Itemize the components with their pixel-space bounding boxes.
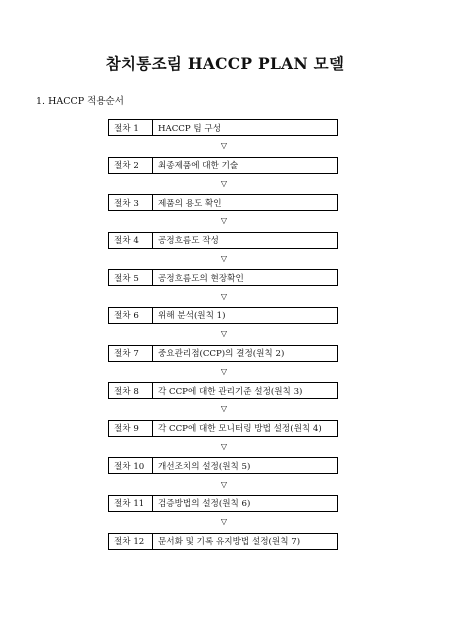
step-description: 중요관리점(CCP)의 결정(원칙 2) bbox=[158, 349, 285, 360]
haccp-step-flow bbox=[108, 119, 338, 550]
step-description: 각 CCP에 대한 모니터링 방법 설정(원칙 4) bbox=[158, 424, 322, 435]
section-heading: 1. HACCP 적용순서 bbox=[36, 96, 124, 107]
step-row-4 bbox=[108, 232, 338, 249]
step-description: 문서화 및 기록 유지방법 설정(원칙 7) bbox=[158, 537, 301, 548]
down-arrow-icon: ▽ bbox=[220, 254, 228, 264]
step-row-9 bbox=[108, 420, 338, 437]
step-row-11 bbox=[108, 495, 338, 512]
step-label: 절차 5 bbox=[109, 270, 153, 285]
step-label: 절차 7 bbox=[109, 346, 153, 361]
step-description: 제품의 용도 확인 bbox=[158, 198, 222, 209]
down-arrow-icon: ▽ bbox=[220, 404, 228, 414]
down-arrow-icon: ▽ bbox=[220, 141, 228, 151]
step-row-1 bbox=[108, 119, 338, 136]
step-description: 위해 분석(원칙 1) bbox=[158, 311, 226, 322]
step-label: 절차 2 bbox=[109, 158, 153, 173]
down-arrow-icon: ▽ bbox=[220, 291, 228, 301]
step-description: 개선조치의 설정(원칙 5) bbox=[158, 461, 251, 472]
step-label: 절차 4 bbox=[109, 233, 153, 248]
step-description: 각 CCP에 대한 관리기준 설정(원칙 3) bbox=[158, 386, 303, 397]
down-arrow-icon: ▽ bbox=[220, 216, 228, 226]
step-description: HACCP 팀 구성 bbox=[158, 123, 222, 134]
step-description: 공정흐름도의 현장확인 bbox=[158, 273, 244, 284]
down-arrow-icon: ▽ bbox=[220, 517, 228, 527]
step-row-3 bbox=[108, 194, 338, 211]
step-row-7 bbox=[108, 345, 338, 362]
step-label: 절차 3 bbox=[109, 195, 153, 210]
step-label: 절차 11 bbox=[109, 496, 153, 511]
step-description: 공정흐름도 작성 bbox=[158, 236, 219, 247]
down-arrow-icon: ▽ bbox=[220, 479, 228, 489]
step-row-12 bbox=[108, 533, 338, 550]
down-arrow-icon: ▽ bbox=[220, 442, 228, 452]
step-label: 절차 1 bbox=[109, 120, 153, 135]
step-label: 절차 6 bbox=[109, 308, 153, 323]
step-description: 검증방법의 설정(원칙 6) bbox=[158, 499, 251, 510]
step-label: 절차 12 bbox=[109, 534, 153, 549]
step-row-6 bbox=[108, 307, 338, 324]
step-row-8 bbox=[108, 382, 338, 399]
down-arrow-icon: ▽ bbox=[220, 329, 228, 339]
step-row-2 bbox=[108, 157, 338, 174]
step-row-5 bbox=[108, 269, 338, 286]
step-label: 절차 8 bbox=[109, 383, 153, 398]
step-label: 절차 9 bbox=[109, 421, 153, 436]
step-label: 절차 10 bbox=[109, 458, 153, 473]
down-arrow-icon: ▽ bbox=[220, 178, 228, 188]
down-arrow-icon: ▽ bbox=[220, 366, 228, 376]
page-title: 참치통조림 HACCP PLAN 모델 bbox=[105, 54, 345, 73]
step-description: 최종제품에 대한 기술 bbox=[158, 161, 239, 172]
step-row-10 bbox=[108, 457, 338, 474]
